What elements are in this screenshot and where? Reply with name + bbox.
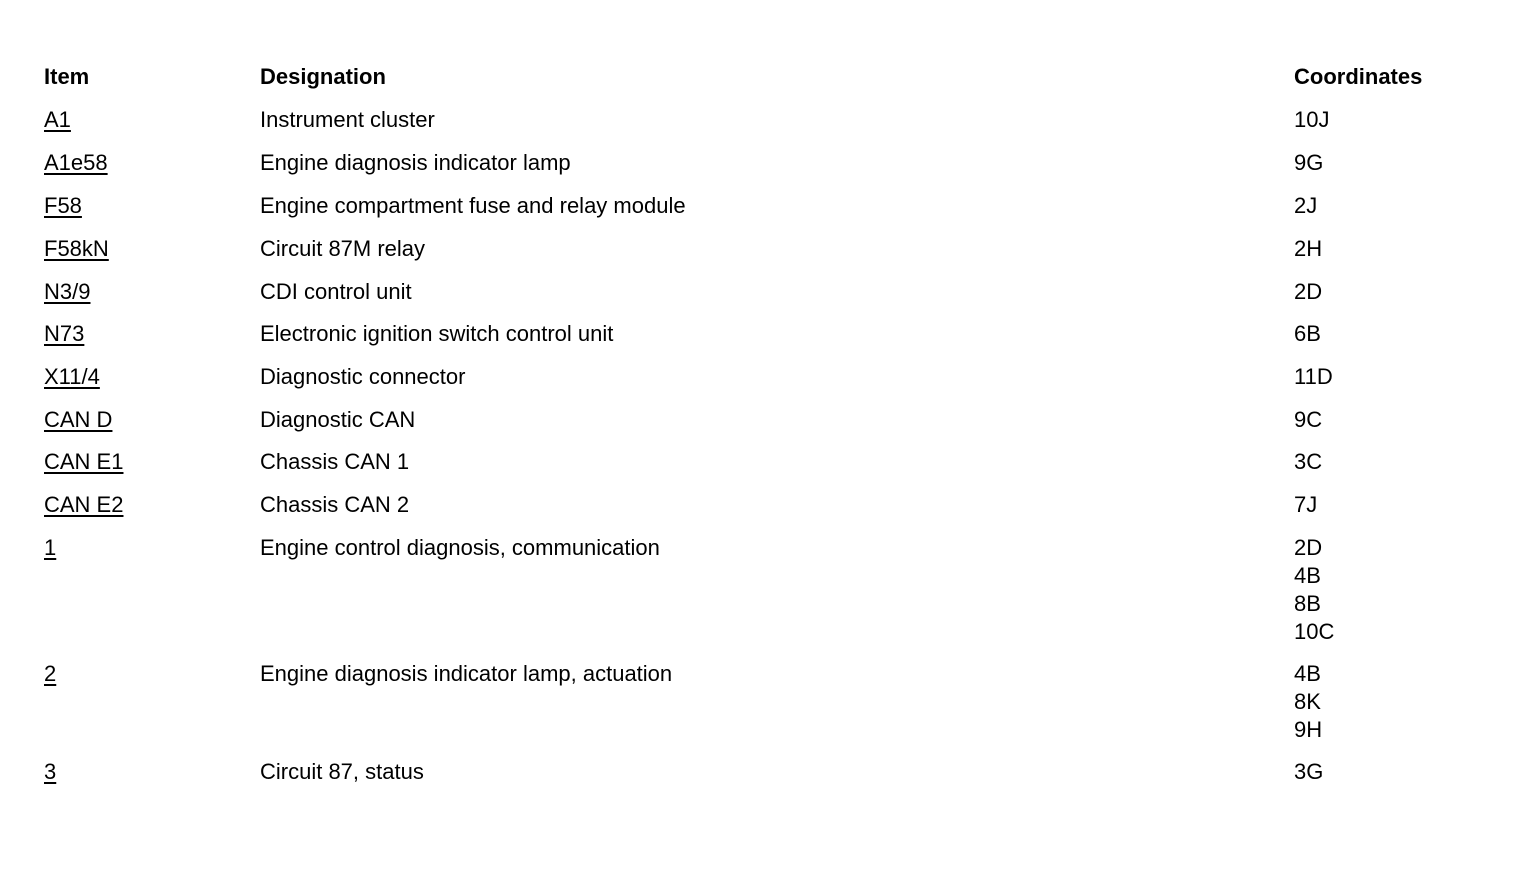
item-link[interactable]: N3/9 (44, 279, 91, 304)
coordinate-value: 9H (1294, 717, 1323, 742)
coordinate-value: 8B (1294, 591, 1321, 616)
item-link[interactable]: CAN D (44, 407, 113, 432)
column-header-coordinates: Coordinates (1294, 64, 1423, 89)
table-row (44, 659, 1484, 757)
item-cell (44, 234, 260, 264)
item-link[interactable]: CAN E2 (44, 492, 124, 517)
coordinate-value: 9C (1294, 407, 1323, 432)
designation-cell: Circuit 87, status (260, 759, 424, 784)
coordinate-value: 9G (1294, 150, 1324, 175)
coordinate-value: 3C (1294, 449, 1323, 474)
table-row (44, 105, 1484, 148)
table-row (44, 533, 1484, 659)
designation-cell: Engine diagnosis indicator lamp, actuation (260, 661, 673, 686)
designation-cell: CDI control unit (260, 279, 412, 304)
legend-table (44, 62, 1484, 800)
coordinates-cell (1294, 757, 1484, 786)
designation-cell: Diagnostic CAN (260, 407, 416, 432)
item-cell (44, 533, 260, 563)
item-link[interactable]: X11/4 (44, 364, 100, 389)
table-header-row (44, 62, 1484, 105)
table-row (44, 234, 1484, 277)
designation-cell: Engine compartment fuse and relay module (260, 193, 686, 218)
designation-cell: Diagnostic connector (260, 364, 466, 389)
column-header-item: Item (44, 64, 90, 89)
coordinate-value: 8K (1294, 689, 1321, 714)
item-cell (44, 148, 260, 178)
coordinate-value: 4B (1294, 661, 1321, 686)
item-link[interactable]: A1e58 (44, 150, 108, 175)
coordinates-cell (1294, 405, 1484, 434)
item-cell (44, 405, 260, 435)
table-body (44, 105, 1484, 800)
item-cell (44, 490, 260, 520)
coordinate-value: 2H (1294, 236, 1323, 261)
table-row (44, 757, 1484, 800)
designation-cell: Circuit 87M relay (260, 236, 426, 261)
item-cell (44, 191, 260, 221)
table-row (44, 405, 1484, 447)
coordinates-cell (1294, 105, 1484, 134)
designation-cell: Instrument cluster (260, 107, 435, 132)
column-header-designation: Designation (260, 64, 386, 89)
item-cell (44, 277, 260, 307)
coordinates-cell (1294, 191, 1484, 220)
item-link[interactable]: F58kN (44, 236, 109, 261)
item-link[interactable]: 2 (44, 661, 57, 686)
coordinates-cell (1294, 659, 1484, 744)
designation-cell: Engine control diagnosis, communication (260, 535, 660, 560)
designation-cell: Engine diagnosis indicator lamp (260, 150, 571, 175)
coordinate-value: 7J (1294, 492, 1318, 517)
coordinates-cell (1294, 319, 1484, 348)
coordinate-value: 2D (1294, 279, 1323, 304)
coordinate-value: 10J (1294, 107, 1330, 132)
coordinate-value: 3G (1294, 759, 1324, 784)
item-cell (44, 447, 260, 477)
coordinates-cell (1294, 148, 1484, 177)
coordinates-cell (1294, 277, 1484, 306)
designation-cell: Chassis CAN 2 (260, 492, 410, 517)
table-row (44, 490, 1484, 533)
item-link[interactable]: CAN E1 (44, 449, 124, 474)
item-link[interactable]: F58 (44, 193, 82, 218)
coordinate-value: 2J (1294, 193, 1318, 218)
coordinates-cell (1294, 362, 1484, 391)
designation-cell: Electronic ignition switch control unit (260, 321, 614, 346)
table-row (44, 447, 1484, 490)
coordinate-value: 4B (1294, 563, 1321, 588)
table-row (44, 277, 1484, 319)
item-link[interactable]: 3 (44, 759, 57, 784)
coordinate-value: 11D (1294, 364, 1333, 389)
item-cell (44, 757, 260, 787)
item-link[interactable]: 1 (44, 535, 57, 560)
table-row (44, 148, 1484, 191)
coordinates-cell (1294, 447, 1484, 476)
coordinate-value: 2D (1294, 535, 1323, 560)
coordinate-value: 6B (1294, 321, 1321, 346)
coordinates-cell (1294, 533, 1484, 646)
coordinate-value: 10C (1294, 619, 1335, 644)
designation-cell: Chassis CAN 1 (260, 449, 410, 474)
table-row (44, 362, 1484, 405)
item-link[interactable]: N73 (44, 321, 85, 346)
coordinates-cell (1294, 234, 1484, 263)
item-cell (44, 659, 260, 689)
item-link[interactable]: A1 (44, 107, 71, 132)
table-row (44, 319, 1484, 362)
item-cell (44, 362, 260, 392)
item-cell (44, 105, 260, 135)
coordinates-cell (1294, 490, 1484, 519)
table-row (44, 191, 1484, 234)
item-cell (44, 319, 260, 349)
